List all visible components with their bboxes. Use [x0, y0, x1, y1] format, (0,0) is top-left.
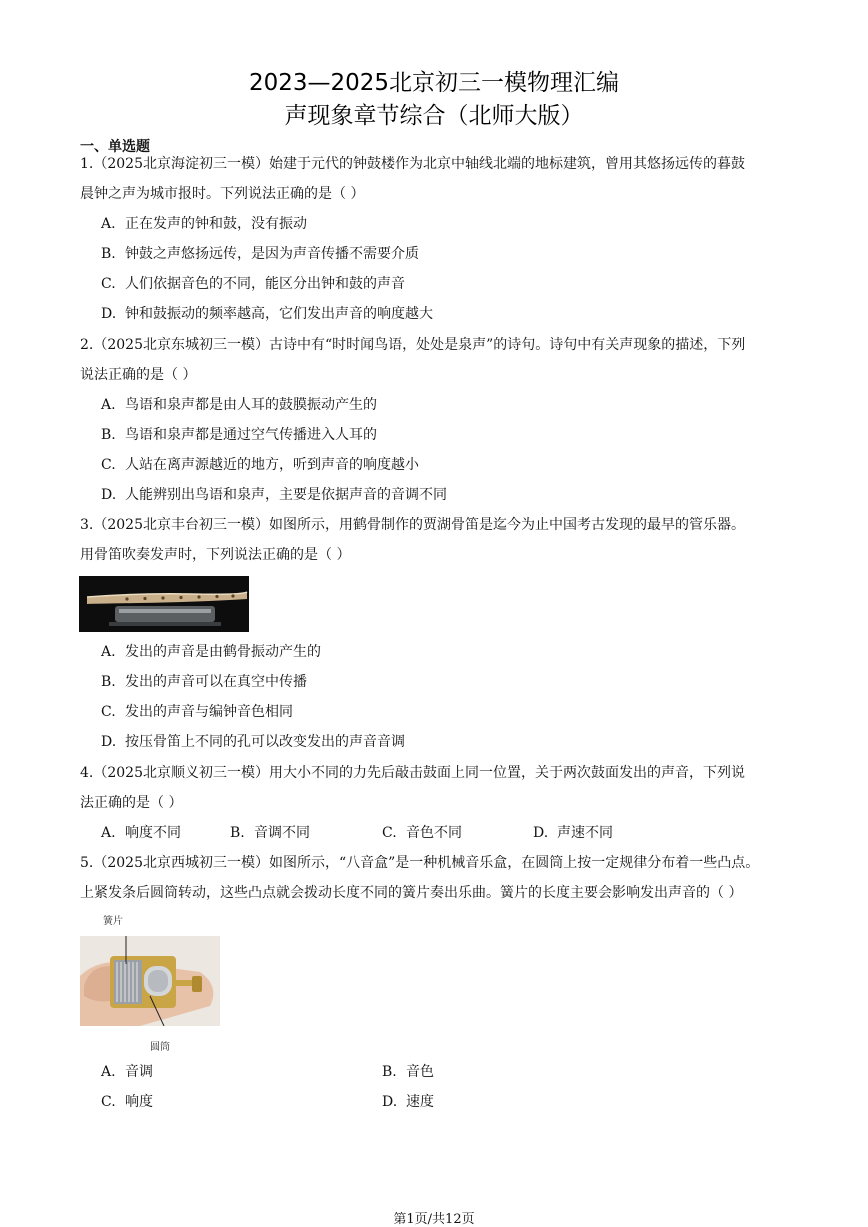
bone-flute-photo — [79, 576, 249, 632]
document-title-line2: 声现象章节综合（北师大版） — [284, 103, 584, 129]
q5-option-b: B. 音色 — [382, 1064, 434, 1080]
q1-stem-line2: 晨钟之声为城市报时。下列说法正确的是（ ） — [80, 186, 365, 202]
page-footer: 第1页/共12页 — [393, 1212, 475, 1227]
q3-option-b: B. 发出的声音可以在真空中传播 — [101, 674, 307, 690]
music-box-photo — [80, 936, 220, 1026]
section-heading: 一、单选题 — [80, 139, 150, 155]
q3-option-a: A. 发出的声音是由鹤骨振动产生的 — [101, 644, 321, 660]
q4-option-c: C. 音色不同 — [382, 825, 462, 841]
figure-label-cylinder: 圆筒 — [150, 1042, 170, 1053]
q1-option-a: A. 正在发声的钟和鼓，没有振动 — [101, 216, 307, 232]
q1-option-b: B. 钟鼓之声悠扬远传，是因为声音传播不需要介质 — [101, 246, 419, 262]
q2-option-c: C. 人站在离声源越近的地方，听到声音的响度越小 — [101, 457, 419, 473]
q3-option-d: D. 按压骨笛上不同的孔可以改变发出的声音音调 — [101, 734, 405, 750]
q2-option-b: B. 鸟语和泉声都是通过空气传播进入人耳的 — [101, 427, 377, 443]
q4-stem-line1: 4.（2025北京顺义初三一模）用大小不同的力先后敲击鼓面上同一位置，关于两次鼓面发出的声音，下列说 — [80, 765, 745, 781]
q3-stem-line1: 3.（2025北京丰台初三一模）如图所示，用鹤骨制作的贾湖骨笛是迄今为止中国考古发现的最早的管乐器。 — [80, 517, 745, 533]
q4-option-b: B. 音调不同 — [230, 825, 310, 841]
figure-label-reed: 簧片 — [103, 916, 123, 927]
q2-stem-line1: 2.（2025北京东城初三一模）古诗中有“时时闻鸟语，处处是泉声”的诗句。诗句中有关声现象的描述，下列 — [80, 337, 746, 353]
document-title-line1: 2023—2025北京初三一模物理汇编 — [248, 70, 620, 96]
music-box-illustration — [80, 936, 220, 1026]
q3-stem-line2: 用骨笛吹奏发声时，下列说法正确的是（ ） — [80, 547, 351, 563]
q5-option-a: A. 音调 — [101, 1064, 153, 1080]
q1-option-d: D. 钟和鼓振动的频率越高，它们发出声音的响度越大 — [101, 306, 433, 322]
bone-flute-illustration — [79, 576, 249, 632]
q1-option-c: C. 人们依据音色的不同，能区分出钟和鼓的声音 — [101, 276, 405, 292]
q5-stem-line2: 上紧发条后圆筒转动，这些凸点就会拨动长度不同的簧片奏出乐曲。簧片的长度主要会影响发出声音的（ ） — [80, 885, 743, 901]
q5-option-d: D. 速度 — [382, 1094, 434, 1110]
q2-option-d: D. 人能辨别出鸟语和泉声，主要是依据声音的音调不同 — [101, 487, 447, 503]
q4-option-d: D. 声速不同 — [533, 825, 613, 841]
q4-option-a: A. 响度不同 — [101, 825, 181, 841]
q2-option-a: A. 鸟语和泉声都是由人耳的鼓膜振动产生的 — [101, 397, 377, 413]
q5-stem-line1: 5.（2025北京西城初三一模）如图所示，“八音盒”是一种机械音乐盒，在圆筒上按一定规律分布着一些凸点。 — [80, 855, 760, 871]
q1-stem-line1: 1.（2025北京海淀初三一模）始建于元代的钟鼓楼作为北京中轴线北端的地标建筑，曾用其悠扬远传的暮鼓 — [80, 156, 745, 172]
q5-option-c: C. 响度 — [101, 1094, 153, 1110]
q4-stem-line2: 法正确的是（ ） — [80, 795, 183, 811]
q2-stem-line2: 说法正确的是（ ） — [80, 367, 197, 383]
q3-option-c: C. 发出的声音与编钟音色相同 — [101, 704, 293, 720]
